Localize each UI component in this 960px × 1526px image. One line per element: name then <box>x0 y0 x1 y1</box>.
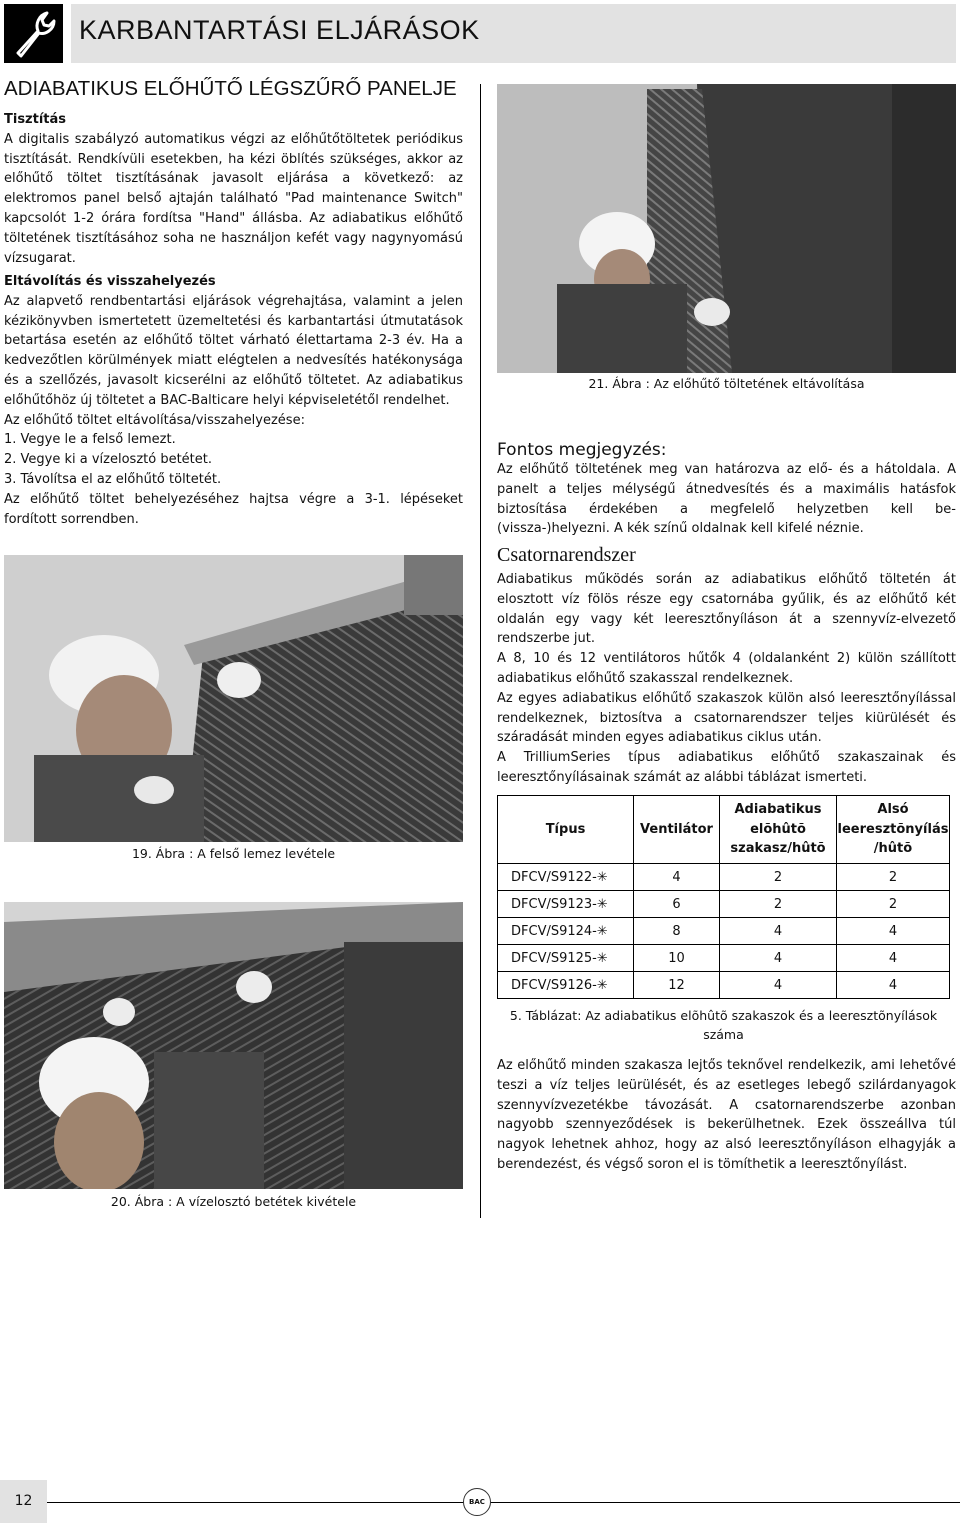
table-cell: 4 <box>837 945 950 972</box>
header-cell-drains: Alsó leeresztõnyílás /hûtõ <box>837 796 950 864</box>
header-cell-type: Típus <box>498 796 634 864</box>
final-paragraph: Az előhűtő minden szakasza lejtős teknővel rendelkezik, ami lehetővé teszi a víz teljes leürülését, és az esetleges lebegő szilárdanyagok szennyvízvezetékbe távozását. A csatornarendszerbe azonban nagyobb szennyeződések is bekerülhetnek. Ezek összeállva túl nagyok lehetnek ahhoz, hogy az alsó leeresztőnyíláson elhagyják a berendezést, és végső soron el is tömíthetik a leeresztőnyílást. <box>497 1058 956 1172</box>
section-title: ADIABATIKUS ELŐHŰTŐ LÉGSZŰRŐ PANELJE <box>4 77 457 100</box>
step-item: 1. Vegye le a felső lemezt. <box>4 432 176 448</box>
table-row <box>498 918 950 945</box>
header-cell-fan: Ventilátor <box>634 796 720 864</box>
table-cell: 4 <box>837 918 950 945</box>
removal-section <box>4 272 463 529</box>
table-cell: 4 <box>720 945 837 972</box>
bac-logo: BAC <box>463 1488 491 1516</box>
table-caption: 5. Táblázat: Az adiabatikus elõhûtõ szakaszok és a leeresztõnyílások száma <box>509 1008 938 1042</box>
table-cell: 4 <box>837 972 950 999</box>
step-item: 3. Távolítsa el az előhűtő töltetét. <box>4 471 222 487</box>
table-row <box>498 891 950 918</box>
step-item: 2. Vegye ki a vízelosztó betétet. <box>4 452 213 468</box>
drain-section <box>497 570 956 788</box>
removal-body: Az alapvető rendbentartási eljárások végrehajtása, valamint a jelen kézikönyvben ismertetett üzemeltetési és karbantartási útmutatások betartása esetén az előhűtő töltet várható élettartama 2-3 év. Ha a kedvezőtlen körülmények miatt elégtelen a nedvesítés hatékonysága és a szellőzés, javasolt kicserélni az előhűtő töltetet. Az adiabatikus előhűtőhöz új töltetet a BAC-Balticare helyi képviseletétől rendelhet. <box>4 293 463 408</box>
notice-body: Az előhűtő töltetének meg van határozva az elő- és a hátoldala. A panelt a teljes mélységű átnedvesítés és a maximális hatásfok biztosítása érdekében a megfelelő helyzetben kell be-(vissza-)helyezni. A kék színű oldalnak kell kifelé néznie. <box>497 462 956 537</box>
figure-21-photo <box>497 84 956 373</box>
table-row <box>498 972 950 999</box>
table-cell: 2 <box>720 864 837 891</box>
table-row <box>498 945 950 972</box>
notice-heading: Fontos megjegyzés: <box>497 440 667 460</box>
footer-rule <box>47 1502 960 1503</box>
table-cell: 4 <box>634 864 720 891</box>
table-cell: 6 <box>634 891 720 918</box>
table-cell: 4 <box>720 972 837 999</box>
table-cell: 4 <box>720 918 837 945</box>
table-row <box>498 864 950 891</box>
column-divider <box>480 84 481 1218</box>
figure-20-caption: 20. Ábra : A vízelosztó betétek kivétele <box>110 1194 357 1209</box>
table-cell: 10 <box>634 945 720 972</box>
page-title: KARBANTARTÁSI ELJÁRÁSOK <box>79 15 480 45</box>
header-cell-sections: Adiabatikus elõhûtõ szakasz/hûtõ <box>720 796 837 864</box>
cleaning-section <box>4 110 463 268</box>
table-cell: DFCV/S9124-✳ <box>498 918 634 945</box>
table-cell: 2 <box>837 864 950 891</box>
table-cell: 8 <box>634 918 720 945</box>
table-cell: 2 <box>720 891 837 918</box>
drain-heading: Csatornarendszer <box>497 544 636 566</box>
drain-paragraph: Az egyes adiabatikus előhűtő szakaszok külön alsó leeresztőnyílással rendelkeznek, biztosítva a csatornarendszer teljes kiürülését és száradását minden egyes adiabatikus ciklus után. <box>497 690 956 746</box>
steps-intro: Az előhűtő töltet eltávolítása/visszahelyezése: <box>4 412 305 428</box>
removal-closing: Az előhűtő töltet behelyezéséhez hajtsa végre a 3-1. lépéseket fordított sorrendben. <box>4 491 463 527</box>
table-cell: DFCV/S9123-✳ <box>498 891 634 918</box>
drain-paragraph: Adiabatikus működés során az adiabatikus előhűtő töltetén át elosztott víz fölös része egy csatornába gyűlik, és az előhűtő két oldalán egy vagy két leeresztőnyíláson át a szennyvíz-elvezető rendszerbe jut. <box>497 572 956 647</box>
figure-20-photo <box>4 902 463 1189</box>
figure-19-photo <box>4 555 463 842</box>
wrench-icon <box>4 4 63 63</box>
table-header-row <box>498 796 950 864</box>
table-cell: DFCV/S9122-✳ <box>498 864 634 891</box>
spec-table <box>497 795 950 999</box>
removal-heading: Eltávolítás és visszahelyezés <box>4 274 216 289</box>
table-cell: 12 <box>634 972 720 999</box>
figure-19-caption: 19. Ábra : A felső lemez levétele <box>131 846 336 861</box>
page-number: 12 <box>0 1480 47 1523</box>
drain-paragraph: A 8, 10 és 12 ventilátoros hűtők 4 (oldalanként 2) külön szállított adiabatikus előhűtő szakasszal rendelkeznek. <box>497 651 956 686</box>
cleaning-heading: Tisztítás <box>4 112 67 127</box>
table-cell: DFCV/S9125-✳ <box>498 945 634 972</box>
cleaning-body: A digitalis szabályzó automatikus végzi az előhűtőtöltetek periódikus tisztítását. Rendkívüli esetekben, ha kézi öblítés szükséges, akkor az előhűtő töltet tisztításának javasolt eljárása a következő: az elektromos panel belső ajtaján található "Pad maintenance Switch" kapcsolót 1-2 órára fordítsa "Hand" állásba. Az adiabatikus előhűtő töltetének tisztításához soha ne használjon kefét vagy nagynyomású vízsugarat. <box>4 131 463 266</box>
table-cell: 2 <box>837 891 950 918</box>
table-cell: DFCV/S9126-✳ <box>498 972 634 999</box>
figure-21-caption: 21. Ábra : Az előhűtő töltetének eltávolítása <box>588 376 865 391</box>
drain-paragraph: A TrilliumSeries típus adiabatikus előhűtő szakaszainak és leeresztőnyílásainak számát az alábbi táblázat ismerteti. <box>497 750 956 785</box>
